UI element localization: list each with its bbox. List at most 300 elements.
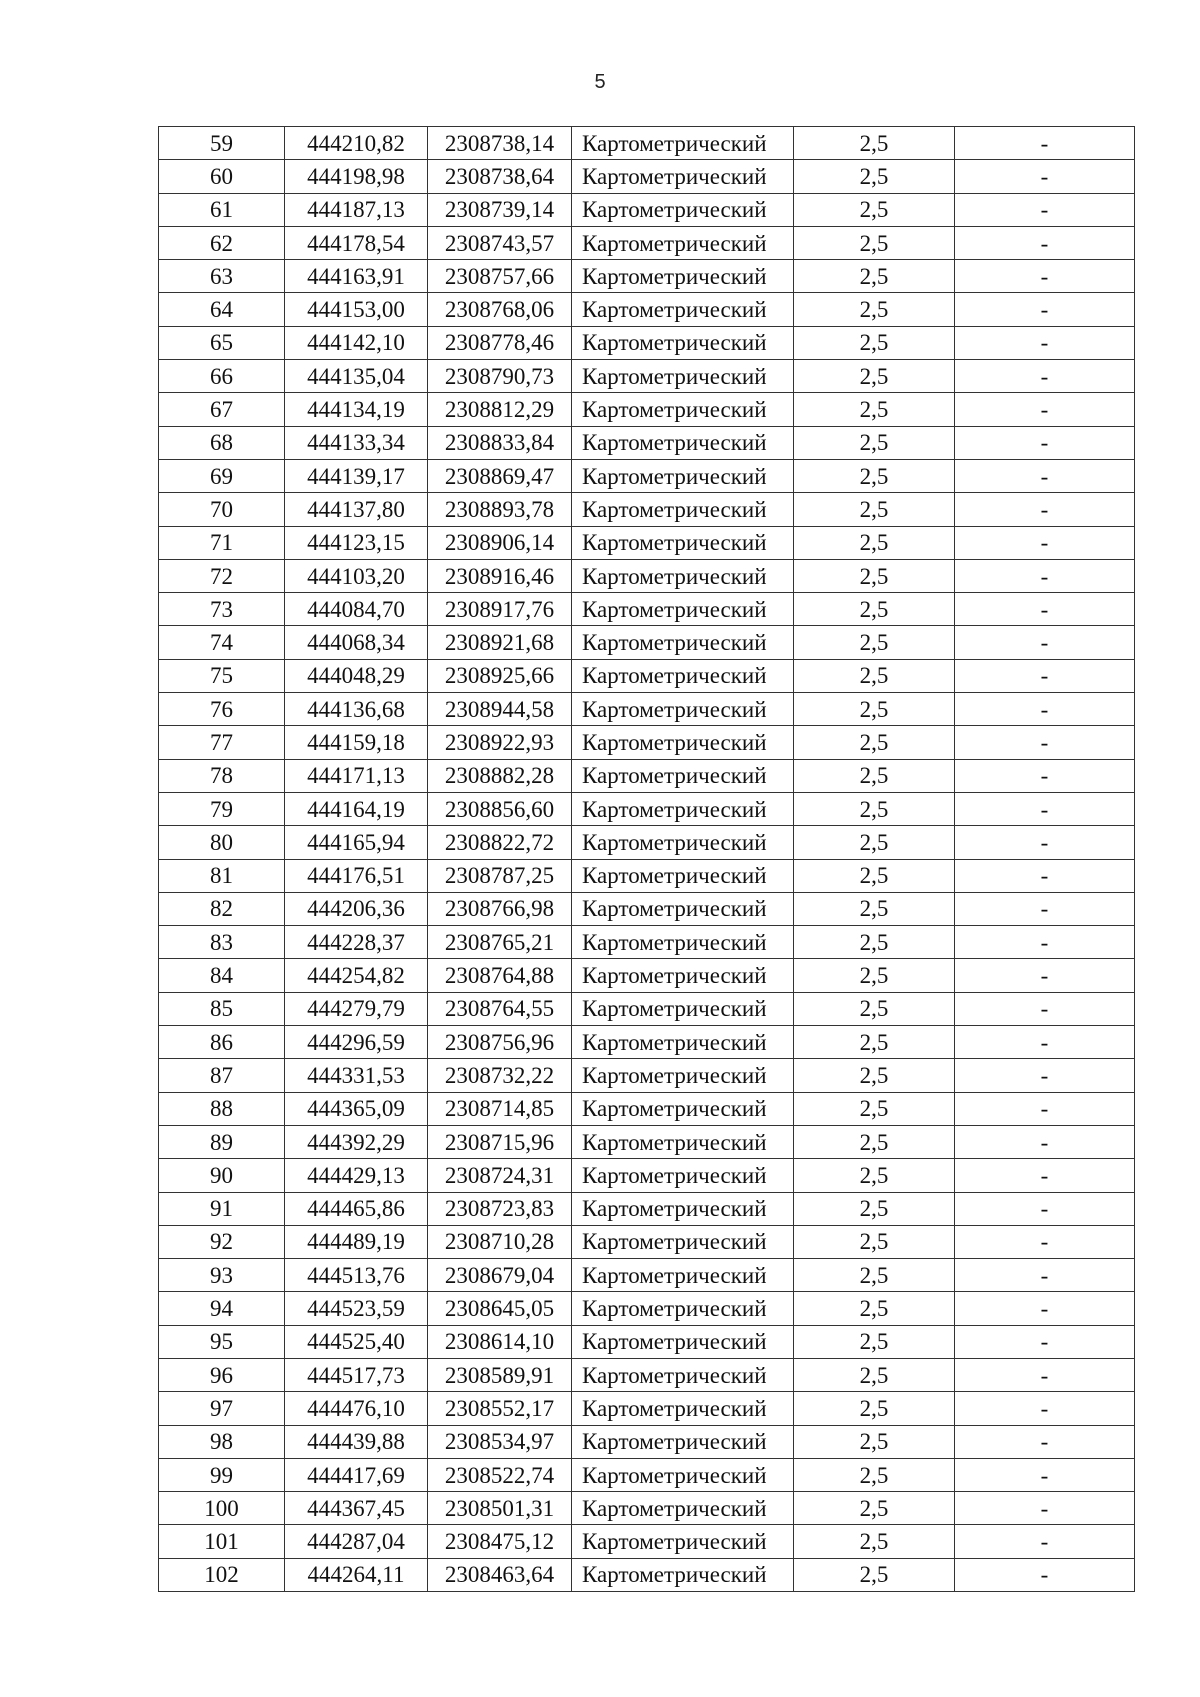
- table-row: [159, 992, 1135, 1025]
- accuracy-cell: 2,5: [794, 426, 955, 459]
- y-coordinate-cell: 2308922,93: [428, 726, 572, 759]
- table-row: [159, 892, 1135, 925]
- y-coordinate-cell: 2308710,28: [428, 1225, 572, 1258]
- method-cell: Картометрический: [572, 193, 794, 226]
- table-row: [159, 1059, 1135, 1092]
- y-coordinate-cell: 2308764,88: [428, 959, 572, 992]
- accuracy-cell: 2,5: [794, 1125, 955, 1158]
- accuracy-cell: 2,5: [794, 926, 955, 959]
- table-row: [159, 1159, 1135, 1192]
- y-coordinate-cell: 2308906,14: [428, 526, 572, 559]
- accuracy-cell: 2,5: [794, 992, 955, 1025]
- method-cell: Картометрический: [572, 1358, 794, 1391]
- description-cell: -: [955, 1026, 1135, 1059]
- description-cell: -: [955, 1059, 1135, 1092]
- description-cell: -: [955, 826, 1135, 859]
- y-coordinate-cell: 2308756,96: [428, 1026, 572, 1059]
- method-cell: Картометрический: [572, 1492, 794, 1525]
- table-row: [159, 792, 1135, 825]
- x-coordinate-cell: 444465,86: [285, 1192, 428, 1225]
- method-cell: Картометрический: [572, 593, 794, 626]
- y-coordinate-cell: 2308893,78: [428, 493, 572, 526]
- description-cell: -: [955, 859, 1135, 892]
- description-cell: -: [955, 160, 1135, 193]
- method-cell: Картометрический: [572, 859, 794, 892]
- accuracy-cell: 2,5: [794, 326, 955, 359]
- x-coordinate-cell: 444136,68: [285, 693, 428, 726]
- x-coordinate-cell: 444254,82: [285, 959, 428, 992]
- point-number-cell: 87: [159, 1059, 285, 1092]
- y-coordinate-cell: 2308732,22: [428, 1059, 572, 1092]
- x-coordinate-cell: 444264,11: [285, 1558, 428, 1591]
- accuracy-cell: 2,5: [794, 826, 955, 859]
- point-number-cell: 65: [159, 326, 285, 359]
- description-cell: -: [955, 193, 1135, 226]
- accuracy-cell: 2,5: [794, 1292, 955, 1325]
- y-coordinate-cell: 2308916,46: [428, 559, 572, 592]
- point-number-cell: 94: [159, 1292, 285, 1325]
- table-row: [159, 393, 1135, 426]
- point-number-cell: 100: [159, 1492, 285, 1525]
- x-coordinate-cell: 444367,45: [285, 1492, 428, 1525]
- y-coordinate-cell: 2308715,96: [428, 1125, 572, 1158]
- method-cell: Картометрический: [572, 1159, 794, 1192]
- table-row: [159, 593, 1135, 626]
- description-cell: -: [955, 759, 1135, 792]
- description-cell: -: [955, 892, 1135, 925]
- table-row: [159, 426, 1135, 459]
- accuracy-cell: 2,5: [794, 226, 955, 259]
- point-number-cell: 101: [159, 1525, 285, 1558]
- method-cell: Картометрический: [572, 1425, 794, 1458]
- y-coordinate-cell: 2308917,76: [428, 593, 572, 626]
- table-row: [159, 1325, 1135, 1358]
- x-coordinate-cell: 444210,82: [285, 127, 428, 160]
- y-coordinate-cell: 2308739,14: [428, 193, 572, 226]
- accuracy-cell: 2,5: [794, 1525, 955, 1558]
- x-coordinate-cell: 444048,29: [285, 659, 428, 692]
- point-number-cell: 83: [159, 926, 285, 959]
- description-cell: -: [955, 459, 1135, 492]
- point-number-cell: 98: [159, 1425, 285, 1458]
- description-cell: -: [955, 1358, 1135, 1391]
- x-coordinate-cell: 444164,19: [285, 792, 428, 825]
- point-number-cell: 89: [159, 1125, 285, 1158]
- table-row: [159, 1225, 1135, 1258]
- accuracy-cell: 2,5: [794, 526, 955, 559]
- table-row: [159, 493, 1135, 526]
- table-row: [159, 626, 1135, 659]
- y-coordinate-cell: 2308501,31: [428, 1492, 572, 1525]
- method-cell: Картометрический: [572, 726, 794, 759]
- point-number-cell: 68: [159, 426, 285, 459]
- table-row: [159, 826, 1135, 859]
- table-row: [159, 859, 1135, 892]
- method-cell: Картометрический: [572, 559, 794, 592]
- point-number-cell: 82: [159, 892, 285, 925]
- point-number-cell: 90: [159, 1159, 285, 1192]
- description-cell: -: [955, 293, 1135, 326]
- point-number-cell: 88: [159, 1092, 285, 1125]
- x-coordinate-cell: 444417,69: [285, 1458, 428, 1491]
- table-row: [159, 1358, 1135, 1391]
- point-number-cell: 85: [159, 992, 285, 1025]
- x-coordinate-cell: 444365,09: [285, 1092, 428, 1125]
- method-cell: Картометрический: [572, 160, 794, 193]
- x-coordinate-cell: 444331,53: [285, 1059, 428, 1092]
- y-coordinate-cell: 2308552,17: [428, 1392, 572, 1425]
- point-number-cell: 62: [159, 226, 285, 259]
- method-cell: Картометрический: [572, 260, 794, 293]
- y-coordinate-cell: 2308714,85: [428, 1092, 572, 1125]
- description-cell: -: [955, 1458, 1135, 1491]
- accuracy-cell: 2,5: [794, 127, 955, 160]
- point-number-cell: 91: [159, 1192, 285, 1225]
- y-coordinate-cell: 2308475,12: [428, 1525, 572, 1558]
- point-number-cell: 76: [159, 693, 285, 726]
- y-coordinate-cell: 2308856,60: [428, 792, 572, 825]
- method-cell: Картометрический: [572, 959, 794, 992]
- method-cell: Картометрический: [572, 626, 794, 659]
- accuracy-cell: 2,5: [794, 1225, 955, 1258]
- description-cell: -: [955, 693, 1135, 726]
- point-number-cell: 79: [159, 792, 285, 825]
- table-row: [159, 1492, 1135, 1525]
- accuracy-cell: 2,5: [794, 1159, 955, 1192]
- table-row: [159, 526, 1135, 559]
- x-coordinate-cell: 444103,20: [285, 559, 428, 592]
- accuracy-cell: 2,5: [794, 459, 955, 492]
- description-cell: -: [955, 1292, 1135, 1325]
- description-cell: -: [955, 1159, 1135, 1192]
- accuracy-cell: 2,5: [794, 193, 955, 226]
- point-number-cell: 81: [159, 859, 285, 892]
- description-cell: -: [955, 526, 1135, 559]
- table-row: [159, 1125, 1135, 1158]
- x-coordinate-cell: 444163,91: [285, 260, 428, 293]
- y-coordinate-cell: 2308738,64: [428, 160, 572, 193]
- method-cell: Картометрический: [572, 759, 794, 792]
- x-coordinate-cell: 444198,98: [285, 160, 428, 193]
- method-cell: Картометрический: [572, 1059, 794, 1092]
- accuracy-cell: 2,5: [794, 1192, 955, 1225]
- accuracy-cell: 2,5: [794, 626, 955, 659]
- description-cell: -: [955, 792, 1135, 825]
- description-cell: -: [955, 326, 1135, 359]
- point-number-cell: 80: [159, 826, 285, 859]
- method-cell: Картометрический: [572, 1458, 794, 1491]
- point-number-cell: 74: [159, 626, 285, 659]
- x-coordinate-cell: 444187,13: [285, 193, 428, 226]
- table-row: [159, 759, 1135, 792]
- description-cell: -: [955, 726, 1135, 759]
- description-cell: -: [955, 593, 1135, 626]
- x-coordinate-cell: 444068,34: [285, 626, 428, 659]
- accuracy-cell: 2,5: [794, 360, 955, 393]
- method-cell: Картометрический: [572, 1125, 794, 1158]
- description-cell: -: [955, 127, 1135, 160]
- accuracy-cell: 2,5: [794, 859, 955, 892]
- accuracy-cell: 2,5: [794, 792, 955, 825]
- x-coordinate-cell: 444489,19: [285, 1225, 428, 1258]
- method-cell: Картометрический: [572, 1092, 794, 1125]
- table-row: [159, 726, 1135, 759]
- point-number-cell: 97: [159, 1392, 285, 1425]
- y-coordinate-cell: 2308944,58: [428, 693, 572, 726]
- accuracy-cell: 2,5: [794, 659, 955, 692]
- accuracy-cell: 2,5: [794, 393, 955, 426]
- x-coordinate-cell: 444525,40: [285, 1325, 428, 1358]
- point-number-cell: 73: [159, 593, 285, 626]
- accuracy-cell: 2,5: [794, 1392, 955, 1425]
- y-coordinate-cell: 2308589,91: [428, 1358, 572, 1391]
- x-coordinate-cell: 444439,88: [285, 1425, 428, 1458]
- table-row: [159, 459, 1135, 492]
- method-cell: Картометрический: [572, 926, 794, 959]
- y-coordinate-cell: 2308679,04: [428, 1259, 572, 1292]
- method-cell: Картометрический: [572, 659, 794, 692]
- description-cell: -: [955, 659, 1135, 692]
- x-coordinate-cell: 444123,15: [285, 526, 428, 559]
- description-cell: -: [955, 1092, 1135, 1125]
- description-cell: -: [955, 360, 1135, 393]
- table-row: [159, 260, 1135, 293]
- method-cell: Картометрический: [572, 293, 794, 326]
- description-cell: -: [955, 992, 1135, 1025]
- table-row: [159, 1458, 1135, 1491]
- y-coordinate-cell: 2308766,98: [428, 892, 572, 925]
- coordinates-table: [158, 126, 1135, 1592]
- method-cell: Картометрический: [572, 693, 794, 726]
- point-number-cell: 63: [159, 260, 285, 293]
- accuracy-cell: 2,5: [794, 726, 955, 759]
- x-coordinate-cell: 444296,59: [285, 1026, 428, 1059]
- description-cell: -: [955, 1425, 1135, 1458]
- description-cell: -: [955, 1525, 1135, 1558]
- point-number-cell: 77: [159, 726, 285, 759]
- description-cell: -: [955, 1492, 1135, 1525]
- table-row: [159, 1092, 1135, 1125]
- point-number-cell: 61: [159, 193, 285, 226]
- table-row: [159, 127, 1135, 160]
- y-coordinate-cell: 2308921,68: [428, 626, 572, 659]
- y-coordinate-cell: 2308833,84: [428, 426, 572, 459]
- accuracy-cell: 2,5: [794, 293, 955, 326]
- y-coordinate-cell: 2308925,66: [428, 659, 572, 692]
- y-coordinate-cell: 2308787,25: [428, 859, 572, 892]
- method-cell: Картометрический: [572, 1558, 794, 1591]
- description-cell: -: [955, 626, 1135, 659]
- description-cell: -: [955, 493, 1135, 526]
- method-cell: Картометрический: [572, 1225, 794, 1258]
- table-row: [159, 193, 1135, 226]
- accuracy-cell: 2,5: [794, 1092, 955, 1125]
- description-cell: -: [955, 1325, 1135, 1358]
- x-coordinate-cell: 444159,18: [285, 726, 428, 759]
- accuracy-cell: 2,5: [794, 559, 955, 592]
- y-coordinate-cell: 2308765,21: [428, 926, 572, 959]
- point-number-cell: 67: [159, 393, 285, 426]
- description-cell: -: [955, 559, 1135, 592]
- point-number-cell: 75: [159, 659, 285, 692]
- point-number-cell: 93: [159, 1259, 285, 1292]
- x-coordinate-cell: 444084,70: [285, 593, 428, 626]
- x-coordinate-cell: 444153,00: [285, 293, 428, 326]
- point-number-cell: 60: [159, 160, 285, 193]
- table-row: [159, 926, 1135, 959]
- point-number-cell: 64: [159, 293, 285, 326]
- y-coordinate-cell: 2308812,29: [428, 393, 572, 426]
- y-coordinate-cell: 2308522,74: [428, 1458, 572, 1491]
- description-cell: -: [955, 426, 1135, 459]
- table-row: [159, 226, 1135, 259]
- description-cell: -: [955, 1392, 1135, 1425]
- description-cell: -: [955, 1225, 1135, 1258]
- method-cell: Картометрический: [572, 1392, 794, 1425]
- table-row: [159, 659, 1135, 692]
- accuracy-cell: 2,5: [794, 1425, 955, 1458]
- x-coordinate-cell: 444178,54: [285, 226, 428, 259]
- y-coordinate-cell: 2308724,31: [428, 1159, 572, 1192]
- x-coordinate-cell: 444392,29: [285, 1125, 428, 1158]
- description-cell: -: [955, 260, 1135, 293]
- point-number-cell: 72: [159, 559, 285, 592]
- method-cell: Картометрический: [572, 360, 794, 393]
- accuracy-cell: 2,5: [794, 759, 955, 792]
- y-coordinate-cell: 2308882,28: [428, 759, 572, 792]
- method-cell: Картометрический: [572, 127, 794, 160]
- x-coordinate-cell: 444287,04: [285, 1525, 428, 1558]
- point-number-cell: 84: [159, 959, 285, 992]
- method-cell: Картометрический: [572, 526, 794, 559]
- table-row: [159, 1392, 1135, 1425]
- x-coordinate-cell: 444135,04: [285, 360, 428, 393]
- point-number-cell: 69: [159, 459, 285, 492]
- x-coordinate-cell: 444142,10: [285, 326, 428, 359]
- accuracy-cell: 2,5: [794, 260, 955, 293]
- point-number-cell: 71: [159, 526, 285, 559]
- method-cell: Картометрический: [572, 426, 794, 459]
- table-row: [159, 326, 1135, 359]
- description-cell: -: [955, 1125, 1135, 1158]
- table-row: [159, 1259, 1135, 1292]
- point-number-cell: 70: [159, 493, 285, 526]
- point-number-cell: 95: [159, 1325, 285, 1358]
- table-row: [159, 160, 1135, 193]
- y-coordinate-cell: 2308757,66: [428, 260, 572, 293]
- y-coordinate-cell: 2308790,73: [428, 360, 572, 393]
- table-row: [159, 1026, 1135, 1059]
- table-row: [159, 559, 1135, 592]
- y-coordinate-cell: 2308614,10: [428, 1325, 572, 1358]
- x-coordinate-cell: 444476,10: [285, 1392, 428, 1425]
- y-coordinate-cell: 2308645,05: [428, 1292, 572, 1325]
- x-coordinate-cell: 444279,79: [285, 992, 428, 1025]
- x-coordinate-cell: 444517,73: [285, 1358, 428, 1391]
- method-cell: Картометрический: [572, 826, 794, 859]
- accuracy-cell: 2,5: [794, 160, 955, 193]
- description-cell: -: [955, 1192, 1135, 1225]
- y-coordinate-cell: 2308822,72: [428, 826, 572, 859]
- coordinates-table-body: [159, 127, 1135, 1592]
- accuracy-cell: 2,5: [794, 1325, 955, 1358]
- method-cell: Картометрический: [572, 1525, 794, 1558]
- y-coordinate-cell: 2308768,06: [428, 293, 572, 326]
- x-coordinate-cell: 444165,94: [285, 826, 428, 859]
- accuracy-cell: 2,5: [794, 693, 955, 726]
- y-coordinate-cell: 2308723,83: [428, 1192, 572, 1225]
- method-cell: Картометрический: [572, 1026, 794, 1059]
- table-row: [159, 1425, 1135, 1458]
- accuracy-cell: 2,5: [794, 1492, 955, 1525]
- table-row: [159, 959, 1135, 992]
- accuracy-cell: 2,5: [794, 1059, 955, 1092]
- method-cell: Картометрический: [572, 226, 794, 259]
- description-cell: -: [955, 959, 1135, 992]
- method-cell: Картометрический: [572, 892, 794, 925]
- y-coordinate-cell: 2308778,46: [428, 326, 572, 359]
- table-row: [159, 693, 1135, 726]
- description-cell: -: [955, 393, 1135, 426]
- accuracy-cell: 2,5: [794, 1458, 955, 1491]
- y-coordinate-cell: 2308869,47: [428, 459, 572, 492]
- accuracy-cell: 2,5: [794, 1259, 955, 1292]
- method-cell: Картометрический: [572, 992, 794, 1025]
- description-cell: -: [955, 1259, 1135, 1292]
- table-row: [159, 293, 1135, 326]
- x-coordinate-cell: 444429,13: [285, 1159, 428, 1192]
- table-row: [159, 1525, 1135, 1558]
- y-coordinate-cell: 2308534,97: [428, 1425, 572, 1458]
- x-coordinate-cell: 444134,19: [285, 393, 428, 426]
- point-number-cell: 86: [159, 1026, 285, 1059]
- accuracy-cell: 2,5: [794, 1358, 955, 1391]
- method-cell: Картометрический: [572, 792, 794, 825]
- method-cell: Картометрический: [572, 493, 794, 526]
- x-coordinate-cell: 444176,51: [285, 859, 428, 892]
- point-number-cell: 102: [159, 1558, 285, 1591]
- point-number-cell: 99: [159, 1458, 285, 1491]
- method-cell: Картометрический: [572, 326, 794, 359]
- x-coordinate-cell: 444228,37: [285, 926, 428, 959]
- table-row: [159, 1292, 1135, 1325]
- point-number-cell: 96: [159, 1358, 285, 1391]
- table-row: [159, 1192, 1135, 1225]
- x-coordinate-cell: 444139,17: [285, 459, 428, 492]
- accuracy-cell: 2,5: [794, 1558, 955, 1591]
- method-cell: Картометрический: [572, 1325, 794, 1358]
- y-coordinate-cell: 2308738,14: [428, 127, 572, 160]
- x-coordinate-cell: 444171,13: [285, 759, 428, 792]
- accuracy-cell: 2,5: [794, 1026, 955, 1059]
- x-coordinate-cell: 444133,34: [285, 426, 428, 459]
- y-coordinate-cell: 2308463,64: [428, 1558, 572, 1591]
- page-number: 5: [594, 71, 606, 93]
- description-cell: -: [955, 1558, 1135, 1591]
- x-coordinate-cell: 444206,36: [285, 892, 428, 925]
- point-number-cell: 59: [159, 127, 285, 160]
- table-row: [159, 360, 1135, 393]
- y-coordinate-cell: 2308764,55: [428, 992, 572, 1025]
- accuracy-cell: 2,5: [794, 593, 955, 626]
- y-coordinate-cell: 2308743,57: [428, 226, 572, 259]
- description-cell: -: [955, 926, 1135, 959]
- accuracy-cell: 2,5: [794, 959, 955, 992]
- method-cell: Картометрический: [572, 393, 794, 426]
- method-cell: Картометрический: [572, 1192, 794, 1225]
- point-number-cell: 66: [159, 360, 285, 393]
- table-row: [159, 1558, 1135, 1591]
